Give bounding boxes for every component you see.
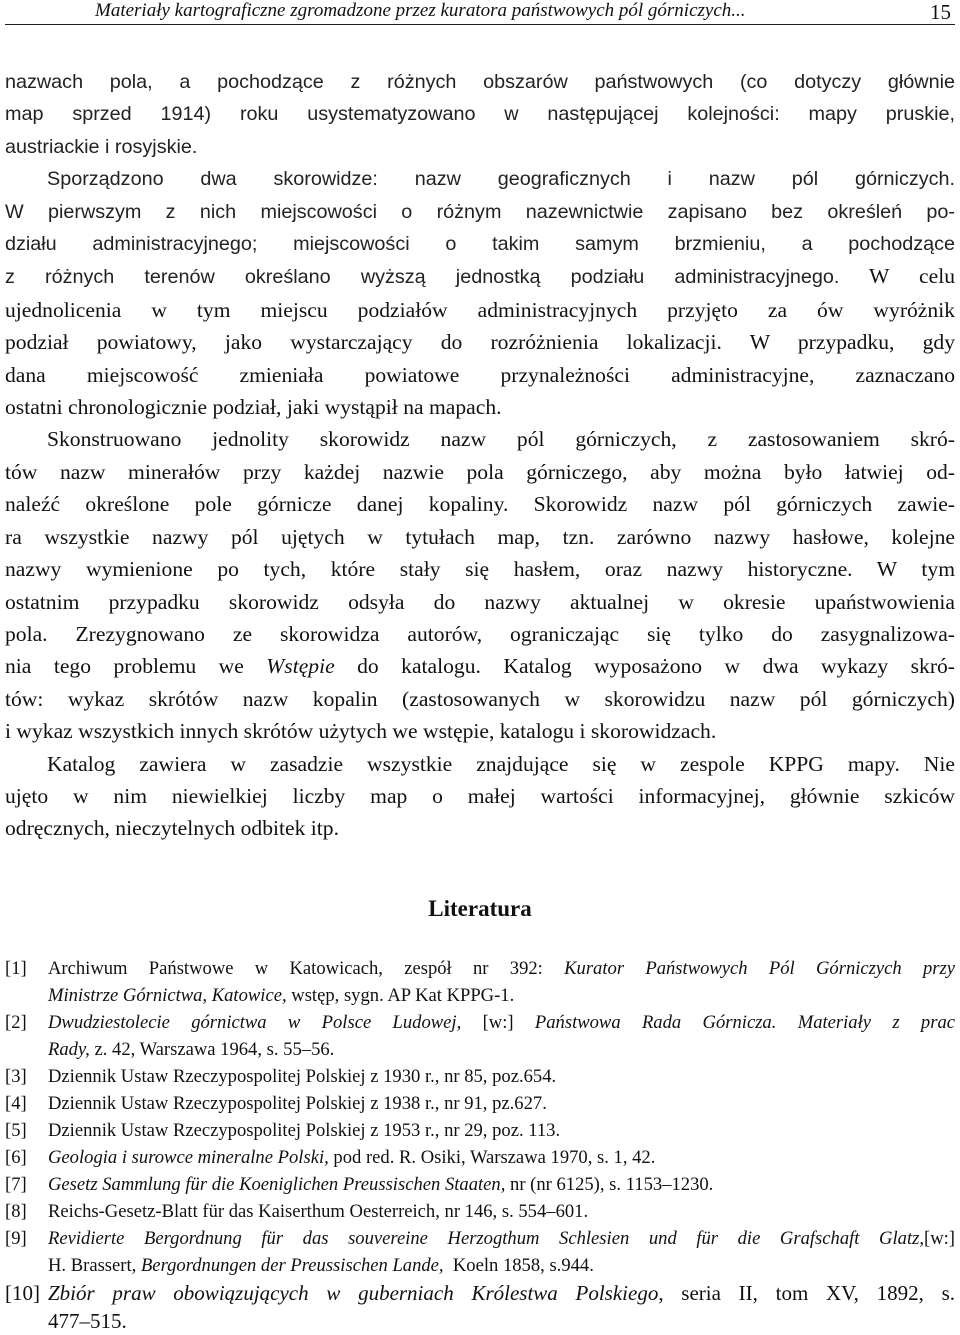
reference-line (48, 1225, 955, 1252)
reference-item (5, 1198, 955, 1225)
text-line: ujęto w nim niewielkiej liczby map o małej wartości informacyjnej, głównie szkiców (5, 783, 955, 808)
italic-title: Kurator Państwowych Pól Górniczych przy (564, 957, 955, 979)
text-line: Skonstruowano jednolity skorowidz nazw pól górniczych, z zastosowaniem skró- (47, 427, 955, 452)
italic-title: Revidierte Bergordnung für das souvereine Herzogthum Schlesien und für die Grafschaft Glatz, (48, 1227, 925, 1249)
text-segment: H. Brassert, (48, 1254, 141, 1276)
text-segment: wstęp, sygn. AP Kat KPPG-1. (286, 984, 515, 1006)
reference-list (5, 955, 955, 1335)
italic-title: Ministrze Górnictwa, Katowice, (48, 984, 287, 1006)
reference-number: [9] (5, 1227, 27, 1249)
reference-number: [7] (5, 1173, 27, 1195)
text-line: Katalog zawiera w zasadzie wszystkie znajdujące się w zespole KPPG mapy. Nie (47, 751, 955, 776)
reference-item (5, 1009, 955, 1063)
text-line: i wykaz wszystkich innych skrótów użytych we wstępie, katalogu i skorowidzach. (5, 719, 717, 744)
text-line: ujednolicenia w tym miejscu podziałów administracyjnych przyjęto za ów wyróżnik (5, 297, 955, 322)
reference-number: [5] (5, 1119, 27, 1141)
reference-line (48, 1279, 955, 1307)
reference-number: [3] (5, 1065, 27, 1087)
text-segment: Archiwum Państwowe w Katowicach, zespół nr 392: (48, 957, 565, 979)
reference-line (48, 1036, 955, 1063)
text-segment: z. 42, Warszawa 1964, s. 55–56. (89, 1038, 335, 1060)
reference-line (48, 1171, 955, 1198)
document-page (5, 0, 955, 1335)
reference-number: [4] (5, 1092, 27, 1114)
italic-title: Gesetz Sammlung für die Koeniglichen Preussischen Staaten, (48, 1173, 506, 1195)
text-line: odręcznych, nieczytelnych odbitek itp. (5, 816, 339, 841)
references-heading: Literatura (428, 895, 532, 921)
reference-number: [2] (5, 1011, 27, 1033)
reference-item (5, 1171, 955, 1198)
text-line: pola. Zrezygnowano ze skorowidza autorów, ograniczając się tylko do zasygnalizowa- (5, 621, 955, 646)
text-segment: Koeln 1858, s.944. (443, 1254, 594, 1276)
paragraph-1 (5, 66, 955, 163)
page-number: 15 (930, 0, 951, 24)
reference-number: [8] (5, 1200, 27, 1222)
italic-title: Rady, (48, 1038, 90, 1060)
text-line: naleźć określone pole górnicze danej kopaliny. Skorowidz nazw pól górniczych zawie- (5, 492, 955, 517)
text-segment: [w:] (924, 1227, 955, 1249)
text-segment: nia tego problemu we (5, 654, 267, 679)
italic-title: Dwudziestolecie górnictwa w Polsce Ludowej, (48, 1011, 462, 1033)
italic-title: Państwowa Rada Górnicza. Materiały z prac (534, 1011, 955, 1033)
text-line: Sporządzono dwa skorowidze: nazw geograficznych i nazw pól górniczych. (47, 168, 955, 191)
text-line-mixed (5, 260, 955, 293)
text-segment: z różnych terenów określano wyższą jednostką podziału administracyjnego. (5, 266, 840, 289)
text-line: map sprzed 1914) roku usystematyzowano w następującej kolejności: mapy pruskie, (5, 103, 955, 126)
text-line: W pierwszym z nich miejscowości o różnym nazewnictwie zapisano bez określeń po- (5, 200, 955, 223)
body-text (5, 66, 955, 845)
text-line: nazwach pola, a pochodzące z różnych obszarów państwowych (co dotyczy głównie (5, 71, 955, 93)
reference-number: [6] (5, 1146, 27, 1168)
text-line: ostatnim przypadku skorowidz odsyła do nazwy aktualnej w okresie upaństwowienia (5, 589, 955, 614)
reference-item (5, 1063, 955, 1090)
reference-line: Dziennik Ustaw Rzeczypospolitej Polskiej z 1953 r., nr 29, poz. 113. (48, 1119, 561, 1141)
reference-line: Reichs-Gesetz-Blatt für das Kaiserthum Oesterreich, nr 146, s. 554–601. (48, 1200, 589, 1222)
text-line: tów nazw minerałów przy każdej nazwie pola górniczego, aby można było łatwiej od- (5, 459, 955, 484)
text-line: podział powiatowy, jako wystarczający do rozróżnienia lokalizacji. W przypadku, gdy (5, 330, 955, 355)
text-line: ostatni chronologicznie podział, jaki wystąpił na mapach. (5, 395, 502, 420)
text-segment: W celu (839, 264, 955, 289)
reference-item (5, 1117, 955, 1144)
reference-number: [10] (5, 1280, 40, 1305)
text-line: ra wszystkie nazwy pól ujętych w tytułach map, tzn. zarówno nazwy hasłowe, kolejne (5, 524, 955, 549)
reference-item (5, 955, 955, 1009)
text-segment: , seria II, tom XV, 1892, s. (658, 1280, 955, 1305)
reference-line: 477–515. (48, 1308, 127, 1333)
reference-line (48, 955, 955, 982)
paragraph-2 (5, 163, 955, 423)
text-segment: nr (nr 6125), s. 1153–1230. (505, 1173, 714, 1195)
reference-number: [1] (5, 957, 27, 979)
text-line-mixed (5, 650, 955, 682)
italic-title: Geologia i surowce mineralne Polski, (48, 1146, 329, 1168)
text-segment: [w:] (461, 1011, 535, 1033)
text-line: tów: wykaz skrótów nazw kopalin (zastosowanych w skorowidzu nazw pól górniczych) (5, 686, 955, 711)
paragraph-3 (5, 423, 955, 747)
reference-line (48, 1009, 955, 1036)
reference-item (5, 1090, 955, 1117)
reference-line (48, 1252, 955, 1279)
italic-title: Zbiór praw obowiązujących w guberniach Królestwa Polskiego (48, 1280, 659, 1305)
text-line: nazwy wymienione po tych, które stały się hasłem, oraz nazwy historyczne. W tym (5, 557, 955, 582)
reference-line: Dziennik Ustaw Rzeczypospolitej Polskiej z 1930 r., nr 85, poz.654. (48, 1065, 557, 1087)
text-line: dana miejscowość zmieniała powiatowe przynależności administracyjne, zaznaczano (5, 362, 955, 387)
reference-item (5, 1144, 955, 1171)
italic-title: Bergordnungen der Preussischen Lande, (140, 1254, 444, 1276)
reference-item (5, 1225, 955, 1279)
italic-title: Wstępie (266, 654, 335, 679)
text-segment: do katalogu. Katalog wyposażono w dwa wykazy skró- (334, 654, 955, 679)
reference-line (48, 1144, 955, 1171)
text-line: austriackie i rosyjskie. (5, 135, 198, 158)
reference-item (5, 1279, 955, 1335)
running-title: Materiały kartograficzne zgromadzone przez kuratora państwowych pól górniczych... (95, 0, 746, 21)
reference-line (48, 982, 955, 1009)
text-line: działu administracyjnego; miejscowości o takim samym brzmieniu, a pochodzące (5, 233, 955, 256)
text-segment: pod red. R. Osiki, Warszawa 1970, s. 1, 42. (328, 1146, 656, 1168)
running-header (5, 0, 955, 25)
reference-line: Dziennik Ustaw Rzeczypospolitej Polskiej z 1938 r., nr 91, pz.627. (48, 1092, 547, 1114)
paragraph-4 (5, 748, 955, 845)
